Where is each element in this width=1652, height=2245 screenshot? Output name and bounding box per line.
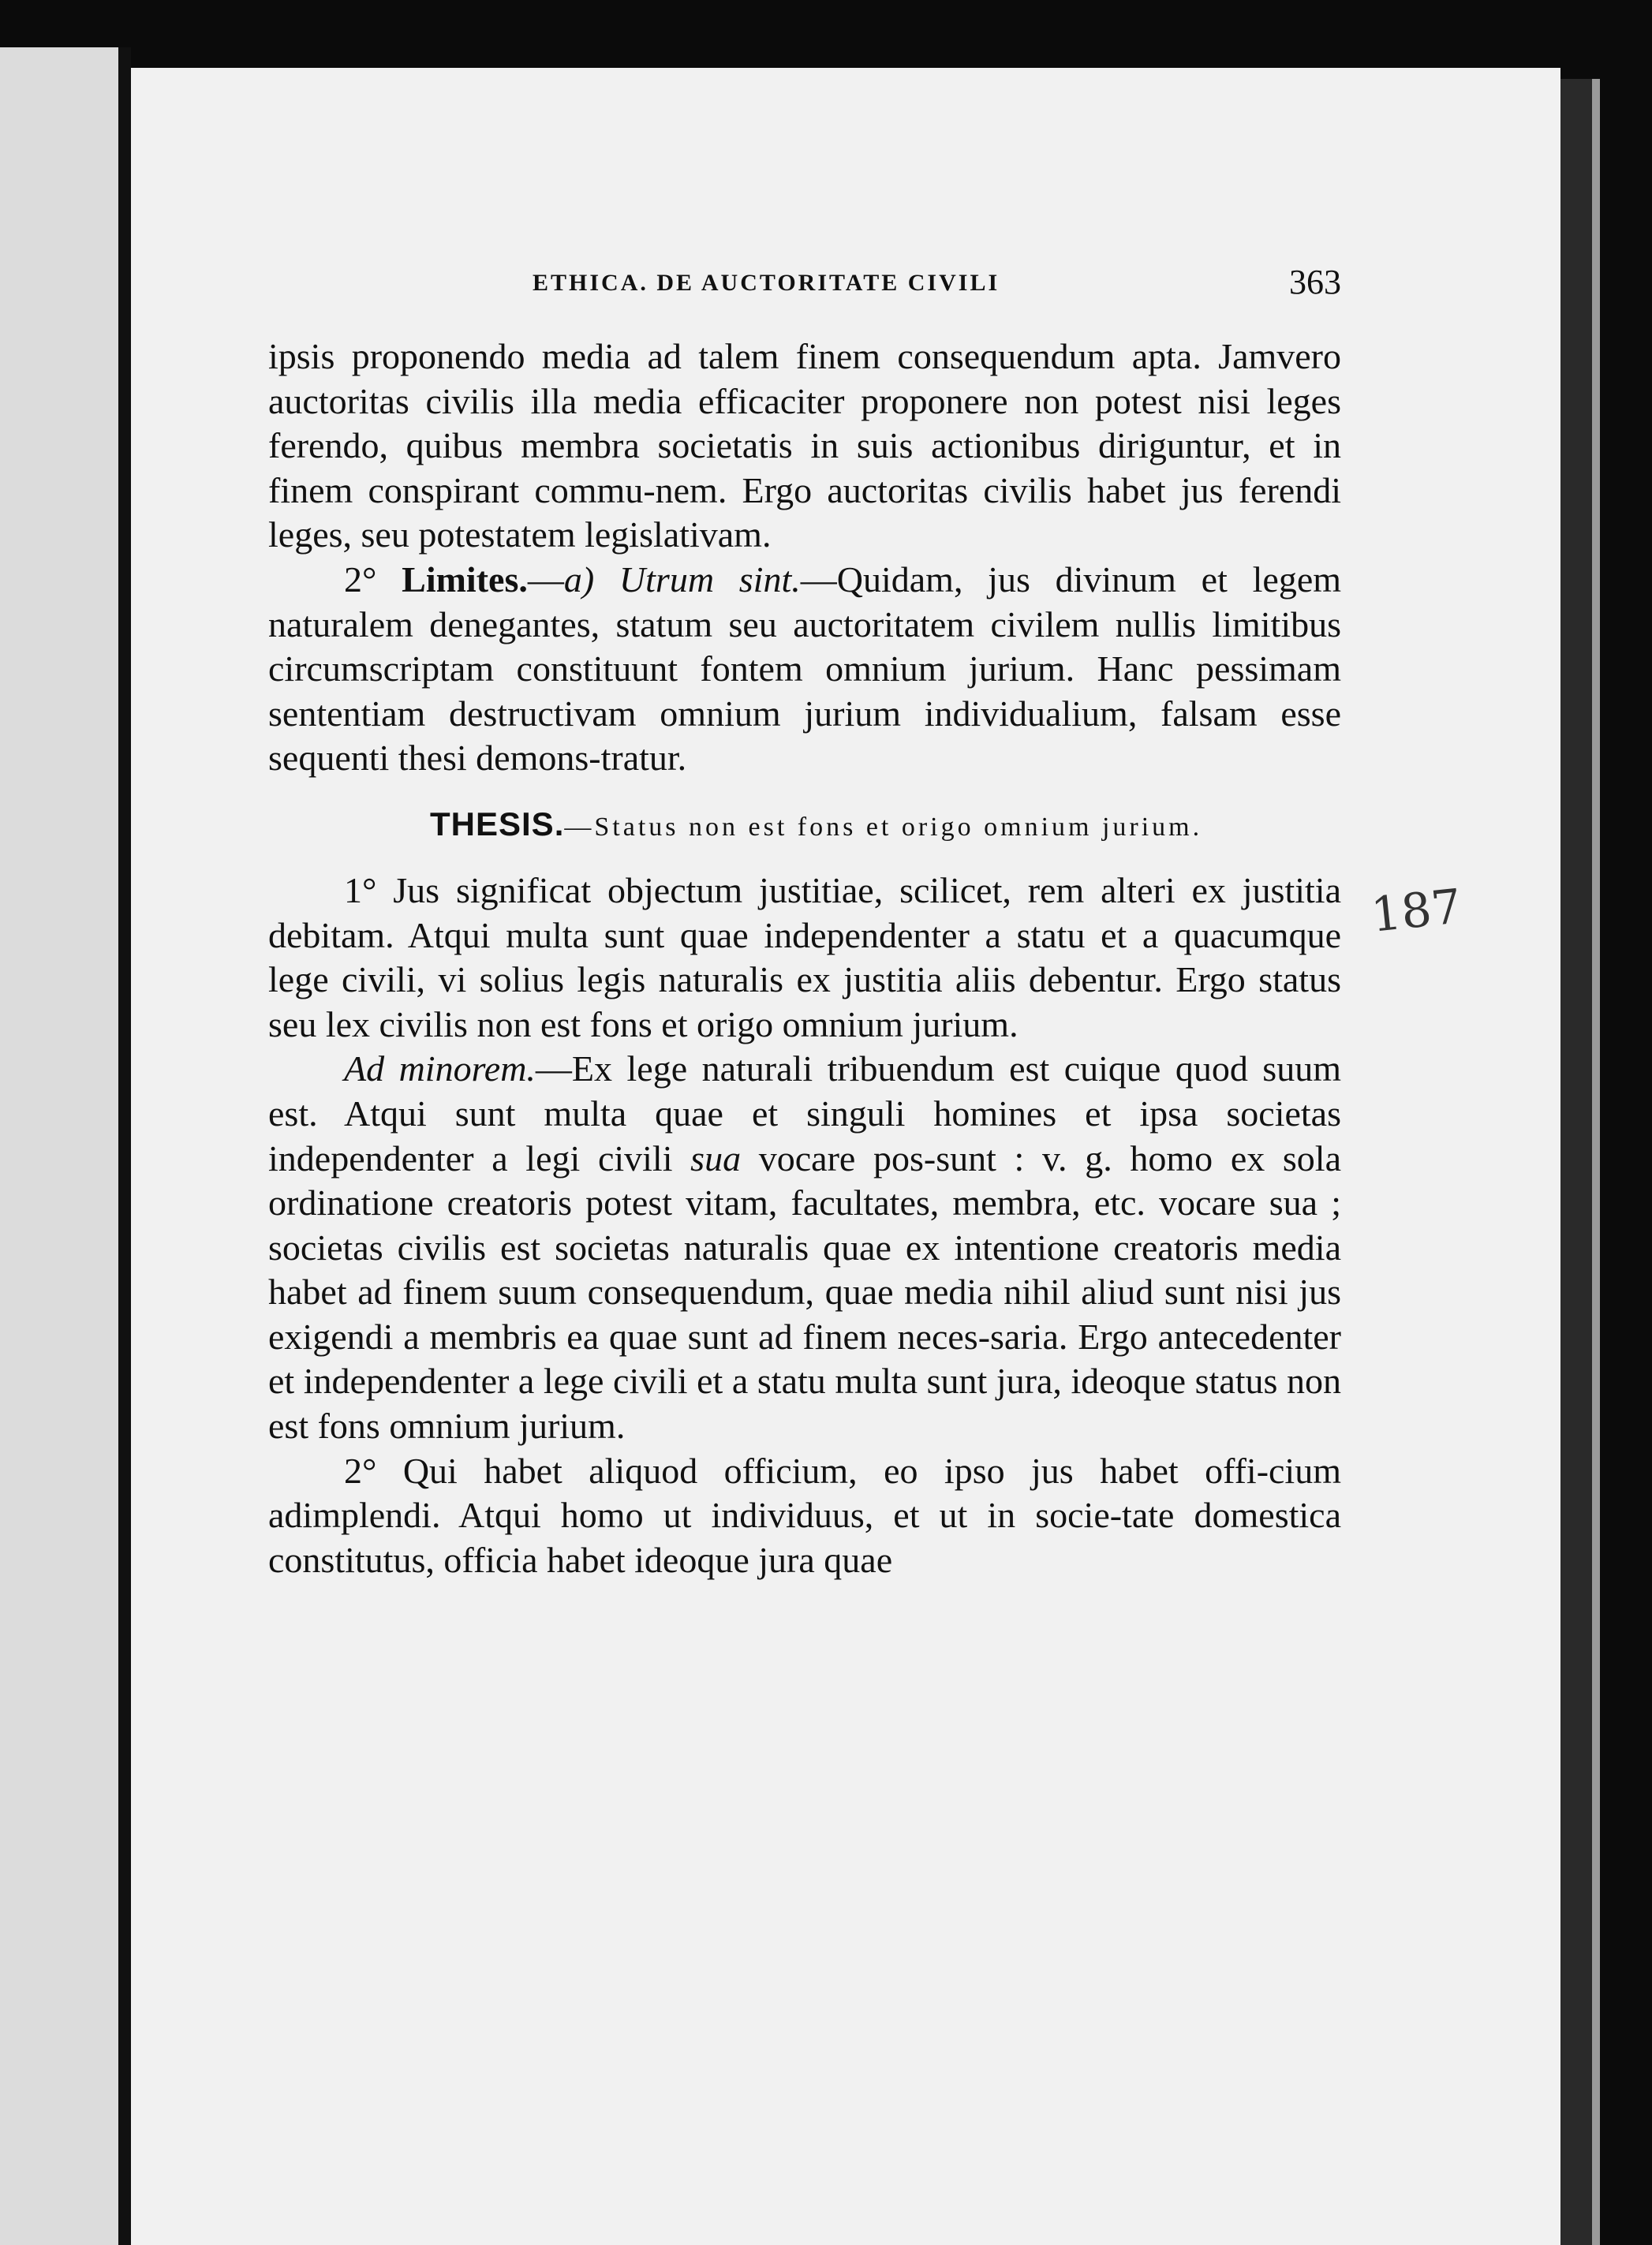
ad-minorem-sua: sua: [690, 1137, 742, 1179]
running-head: ETHICA. DE AUCTORITATE CIVILI: [533, 270, 1000, 296]
page-header: [268, 262, 1341, 309]
thesis-text: —Status non est fons et origo omnium jurium.: [564, 812, 1203, 842]
point-1-number: 1°: [344, 869, 377, 910]
point-1-text: Jus significat objectum justitiae, scilicet, rem alteri ex justitia debitam. Atqui multa sunt quae independenter a statu et a quacumque lege civili, vi solius legis naturalis ex justitia aliis debentur. Ergo status seu lex civilis non est fons et origo omnium jurium.: [268, 869, 1341, 1044]
paragraph-ad-minorem: [268, 1047, 1341, 1448]
paragraph-limites: [268, 558, 1341, 781]
page-number: 363: [1289, 263, 1341, 301]
page-body: [268, 334, 1341, 1582]
limites-subhead: a) Utrum sint.: [563, 558, 801, 600]
limites-label: Limites.: [402, 558, 528, 600]
paragraph-continuation: ipsis proponendo media ad talem finem consequendum apta. Jamvero auctoritas civilis illa media efficaciter proponere non potest nisi leges ferendo, quibus membra societatis in suis actionibus diriguntur, et in finem conspirant commu-nem. Ergo auctoritas civilis habet jus ferendi leges, seu potestatem legislativam.: [268, 336, 1341, 555]
ad-minorem-label: Ad minorem.: [344, 1048, 536, 1089]
handwritten-margin-note: 187: [1368, 879, 1464, 943]
previous-page-edge: [0, 47, 118, 2245]
thesis-label: THESIS.: [430, 805, 565, 842]
page-stack-edge: [1560, 79, 1592, 2245]
ad-minorem-text-a: —Ex lege naturali tribuendum est cuique quod suum est. Atqui sunt multa quae et singuli homines et ipsa societas independenter a legi civili: [268, 1048, 1341, 1179]
paragraph-point-2: [268, 1449, 1341, 1583]
paragraph-point-1: [268, 868, 1341, 1047]
point-2-number: 2°: [344, 1450, 377, 1491]
thesis-block: [268, 801, 1341, 850]
book-gutter: [118, 47, 131, 2245]
page-stack-edge-highlight: [1592, 79, 1600, 2245]
point-2-text: Qui habet aliquod officium, eo ipso jus habet offi-cium adimplendi. Atqui homo ut individuus, et ut in socie-tate domestica constitutus, officia habet ideoque jura quae: [268, 1450, 1341, 1580]
limites-number: 2°: [344, 558, 377, 600]
ad-minorem-text-b: vocare pos-sunt : v. g. homo ex sola ordinatione creatoris potest vitam, facultates, membra, etc. vocare sua ; societas civilis est societas naturalis quae ex intentione creatoris media habet ad finem suum consequendum, quae media nihil aliud sunt nisi jus exigendi a membris ea quae sunt ad finem neces-saria. Ergo antecedenter et independenter a lege civili et a statu multa sunt jura, ideoque status non est fons omnium jurium.: [268, 1137, 1342, 1447]
limites-text: —Quidam, jus divinum et legem naturalem denegantes, statum seu auctoritatem civilem nullis limitibus circumscriptam constituunt fontem omnium jurium. Hanc pessimam sententiam destructivam omnium jurium individualium, falsam esse sequenti thesi demons-tratur.: [268, 558, 1342, 779]
limites-dash: —: [527, 558, 564, 600]
